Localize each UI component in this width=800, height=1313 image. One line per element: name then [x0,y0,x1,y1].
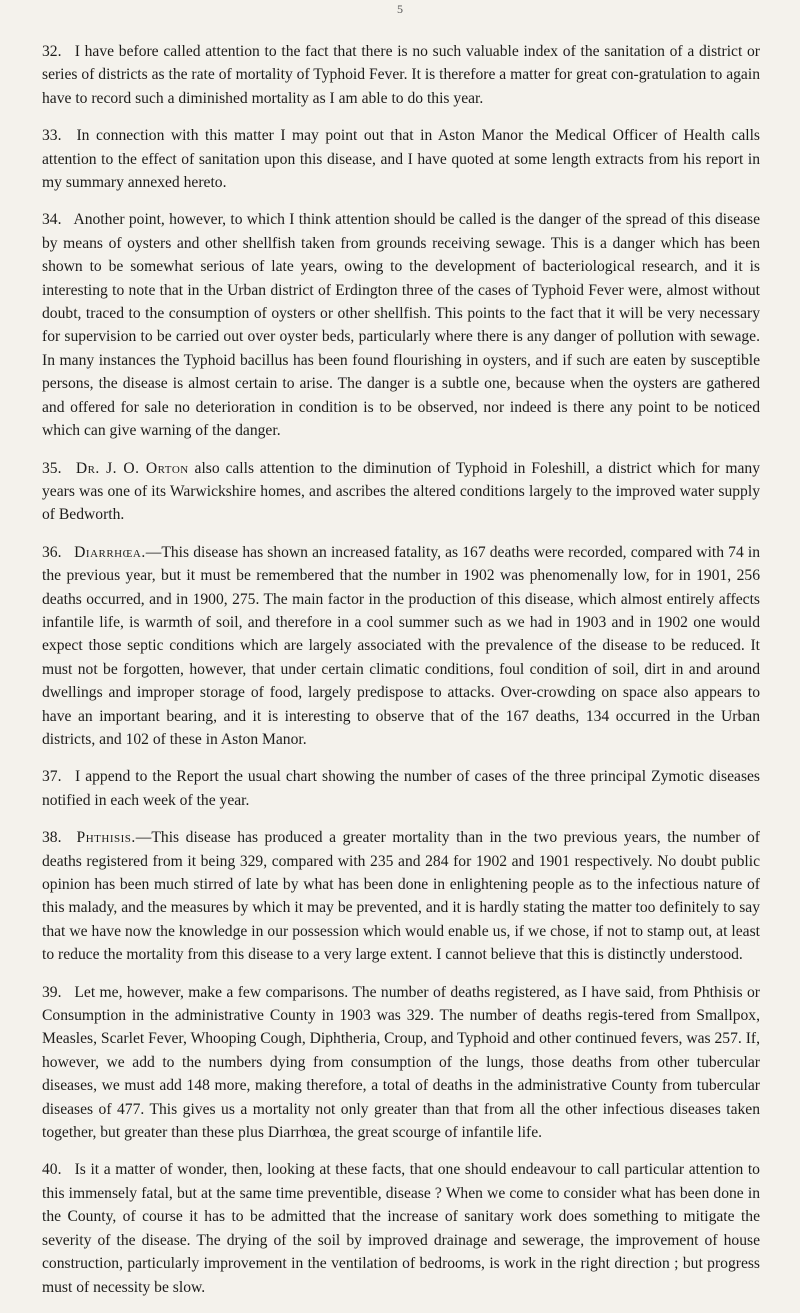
paragraph-34 [42,208,760,442]
paragraph-text: Let me, however, make a few comparisons. The number of deaths registered, as I have said, from Phthisis or Consumption in the administrative County in 1903 was 329. The number of deaths regis-tered from Smallpox, Measles, Scarlet Fever, Whooping Cough, Diphtheria, Croup, and Typhoid and other continued fevers, was 257. If, however, we add to the numbers dying from consumption of the lungs, those deaths from other tubercular diseases, we must add 148 more, making therefore, a total of deaths in the administrative County from tubercular diseases of 477. This gives us a mortality not only greater than that from all the other infectious diseases taken together, but greater than these plus Diarrhœa, the great scourge of infantile life. [42,983,760,1142]
paragraph-number: 32. [42,43,62,60]
paragraph-40 [42,1158,760,1298]
paragraph-text: —This disease has shown an increased fatality, as 167 deaths were recorded, compared with 74 in the previous year, but it must be remembered that the number in 1902 was phenomenally low, for in 1901, 256 deaths occurred, and in 1900, 275. The main factor in the production of this disease, which almost entirely affects infantile life, is warmth of soil, and therefore in a cool summer such as we had in 1903 and in 1902 one would expect those septic conditions which are largely associated with the prevalence of the disease to be reduced. It must not be forgotten, however, that under certain climatic conditions, foul condition of soil, dirt in and around dwellings and improper storage of food, largely predispose to attacks. Over-crowding on space also appears to have an important bearing, and it is interesting to observe that of the 167 deaths, 134 occurred in the Urban districts, and 102 of these in Aston Manor. [42,543,761,748]
section-heading-diarrhoea: Diarrhœa. [74,543,146,561]
paragraph-32 [42,40,760,110]
paragraph-number: 39. [42,983,62,1001]
paragraph-text: I have before called attention to the fact that there is no such valuable index of the sanitation of a district or series of districts as the rate of mortality of Typhoid Fever. It is therefore a matter for great con-gratulation to again have to record such a diminished mortality as I am able to do this year. [42,43,760,107]
document-body [42,40,760,1313]
paragraph-text: Is it a matter of wonder, then, looking at these facts, that one should endeavour to call particular attention to this immensely fatal, but at the same time preventible, disease ? When we come to consider what has been done in the County, of course it has to be admitted that the increase of sanitary work does something to mitigate the severity of the disease. The drying of the soil by improved drainage and sewerage, the improvement of house construction, particularly improvement in the ventilation of bedrooms, is work in the right direction ; but progress must of necessity be slow. [42,1161,760,1296]
paragraph-number: 37. [42,768,62,786]
paragraph-33 [42,124,760,194]
paragraph-text: Another point, however, to which I think attention should be called is the danger of the spread of this disease by means of oysters and other shellfish taken from grounds receiving sewage. This is a danger which has been shown to be somewhat serious of late years, owing to the development of bacteriological research, and it is interesting to note that in the Urban district of Erdington three of the cases of Typhoid Fever were, almost without doubt, traced to the consumption of oysters or other shellfish. This points to the fact that it will be very necessary for supervision to be carried out over oyster beds, particularly where there is any danger of pollution with sewage. In many instances the Typhoid bacillus has been found flourishing in oysters, and if such are eaten by susceptible persons, the disease is almost certain to arise. The danger is a subtle one, because when the oysters are gathered and offered for sale no deterioration in condition is to be observed, nor indeed is there any point to be noticed which can give warning of the danger. [42,211,760,440]
paragraph-lead: Dr. J. O. Orton [75,459,189,477]
paragraph-38 [42,826,760,966]
paragraph-37 [42,765,760,812]
paragraph-number: 33. [42,127,62,145]
paragraph-35 [42,457,760,527]
paragraph-number: 34. [42,211,62,229]
paragraph-number: 35. [42,459,62,477]
paragraph-39 [42,981,760,1145]
paragraph-number: 40. [42,1161,62,1179]
paragraph-text: —This disease has produced a greater mortality than in the two previous years, the number of deaths registered from it being 329, compared with 235 and 284 for 1902 and 1901 respectively. No doubt public opinion has been much stirred of late by what has been done in enlightening people as to the infectious nature of this malady, and the measures by which it may be prevented, and it is hardly stating the matter too definitely to say that we have now the knowledge in our possession which would enable us, if we chose, if not to stamp out, at least to reduce the mortality from this disease to a very large extent. I cannot believe that this is distinctly understood. [42,829,760,964]
section-heading-phthisis: Phthisis. [76,829,136,847]
paragraph-text: I append to the Report the usual chart showing the number of cases of the three principal Zymotic diseases notified in each week of the year. [42,768,760,809]
paragraph-text: also calls attention to the diminution of Typhoid in Foleshill, a district which for many years was one of its Warwickshire homes, and ascribes the altered conditions largely to the improved water supply of Bedworth. [42,459,760,524]
paragraph-text: In connection with this matter I may point out that in Aston Manor the Medical Officer of Health calls attention to the effect of sanitation upon this disease, and I have quoted at some length extracts from his report in my summary annexed hereto. [42,127,760,192]
paragraph-number: 36. [42,543,62,561]
paragraph-number: 38. [42,829,62,847]
page-number: 5 [397,2,403,16]
paragraph-36 [42,541,760,752]
